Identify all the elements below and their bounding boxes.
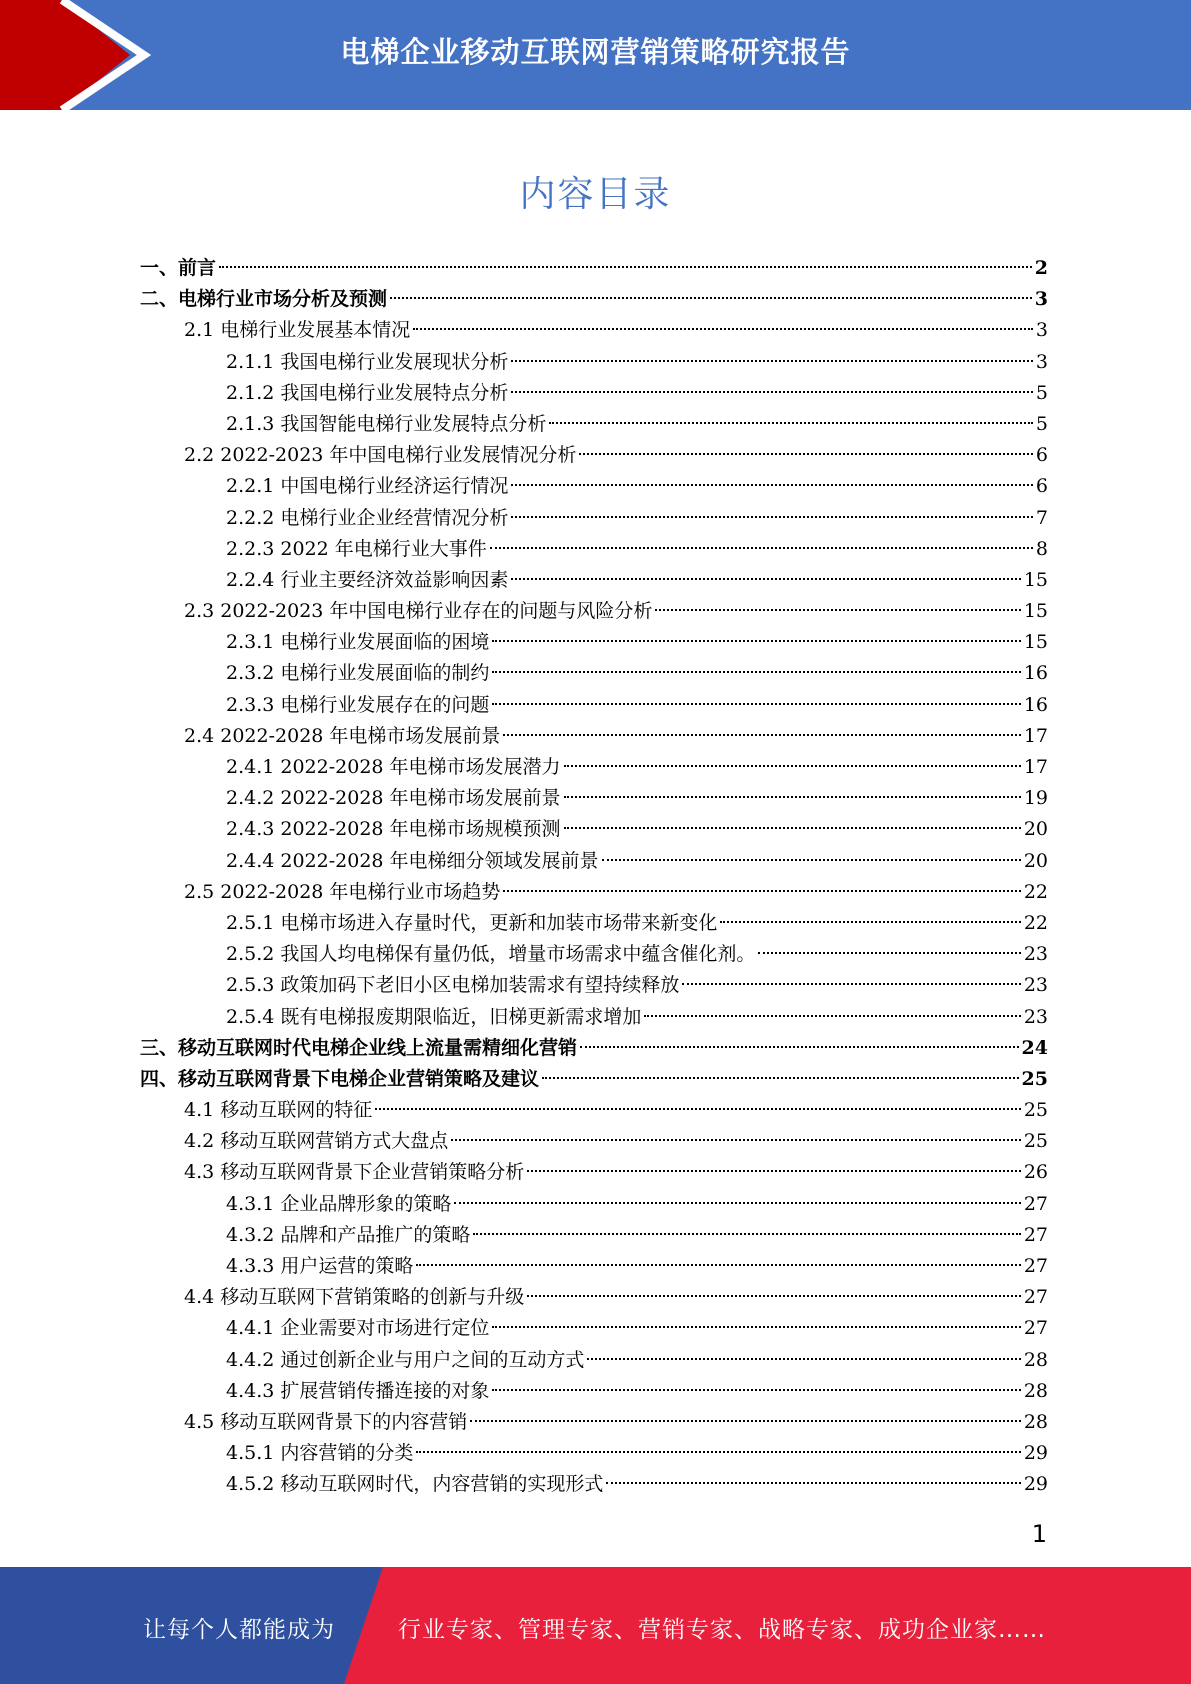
toc-entry[interactable] [0, 503, 1191, 534]
toc-dot-leader [454, 1202, 1020, 1204]
toc-dot-leader [564, 765, 1021, 767]
toc-entry-page: 24 [1021, 1036, 1048, 1059]
toc-entry-page: 29 [1023, 1473, 1048, 1496]
toc-entry-page: 27 [1023, 1255, 1048, 1277]
toc-dot-leader [492, 1326, 1020, 1328]
toc-dot-leader [527, 1170, 1021, 1172]
table-of-contents [0, 253, 1191, 1501]
toc-entry[interactable] [0, 939, 1191, 970]
toc-entry-label: 2.3.2 电梯行业发展面临的制约 [226, 662, 490, 685]
toc-entry-label: 2.5.1 电梯市场进入存量时代，更新和加装市场带来新变化 [226, 911, 718, 934]
toc-entry-page: 3 [1034, 288, 1048, 311]
toc-dot-leader [390, 297, 1032, 299]
toc-entry[interactable] [0, 1189, 1191, 1220]
toc-entry-page: 22 [1023, 911, 1048, 934]
toc-dot-leader [580, 1046, 1019, 1048]
footer-slogan-right: 行业专家、管理专家、营销专家、战略专家、成功企业家…… [398, 1617, 1046, 1643]
toc-dot-leader [492, 671, 1020, 673]
toc-dot-leader [416, 1451, 1020, 1453]
toc-entry[interactable] [0, 1064, 1191, 1095]
toc-entry-label: 4.1 移动互联网的特征 [184, 1099, 373, 1122]
toc-entry[interactable] [0, 846, 1191, 877]
toc-entry[interactable] [0, 534, 1191, 565]
toc-entry[interactable] [0, 908, 1191, 939]
toc-entry-label: 2.5.2 我国人均电梯保有量仍低，增量市场需求中蕴含催化剂。 [226, 943, 756, 966]
toc-entry-label: 三、移动互联网时代电梯企业线上流量需精细化营销 [140, 1036, 578, 1059]
toc-dot-leader [375, 1108, 1021, 1110]
toc-entry-page: 27 [1023, 1192, 1048, 1215]
toc-entry[interactable] [0, 877, 1191, 908]
toc-dot-leader [511, 578, 1020, 580]
toc-entry-page: 2 [1034, 257, 1048, 279]
toc-entry-page: 25 [1023, 1130, 1048, 1153]
toc-entry-page: 28 [1023, 1410, 1048, 1433]
toc-entry[interactable] [0, 284, 1191, 315]
toc-entry[interactable] [0, 596, 1191, 627]
toc-entry-page: 27 [1023, 1317, 1048, 1340]
toc-entry-page: 15 [1023, 568, 1048, 591]
toc-entry-label: 2.4.1 2022-2028 年电梯市场发展潜力 [226, 756, 561, 778]
toc-entry-label: 2.4.3 2022-2028 年电梯市场规模预测 [226, 818, 561, 841]
footer-slogan-left: 让每个人都能成为 [143, 1617, 335, 1643]
toc-dot-leader [511, 484, 1033, 486]
toc-entry-page: 25 [1023, 1099, 1048, 1122]
toc-dot-leader [511, 516, 1033, 518]
toc-dot-leader [511, 391, 1033, 393]
toc-entry-label: 2.2.2 电梯行业企业经营情况分析 [226, 506, 509, 529]
toc-entry-page: 5 [1035, 412, 1048, 435]
toc-dot-leader [758, 952, 1020, 954]
toc-entry[interactable] [0, 690, 1191, 721]
header-banner [0, 0, 1191, 110]
toc-entry-label: 2.2.3 2022 年电梯行业大事件 [226, 537, 487, 560]
toc-entry-page: 6 [1035, 475, 1048, 498]
toc-heading: 内容目录 [519, 174, 672, 215]
toc-entry-page: 25 [1021, 1067, 1048, 1090]
toc-entry-label: 2.1.3 我国智能电梯行业发展特点分析 [226, 412, 547, 435]
toc-entry[interactable] [0, 658, 1191, 689]
toc-entry-page: 22 [1023, 880, 1048, 903]
toc-dot-leader [549, 422, 1033, 424]
toc-entry-label: 2.1 电梯行业发展基本情况 [184, 319, 411, 342]
toc-entry-page: 3 [1035, 319, 1048, 342]
toc-entry-label: 4.3.3 用户运营的策略 [226, 1255, 414, 1277]
toc-dot-leader [416, 1264, 1020, 1266]
toc-dot-leader [492, 703, 1020, 705]
toc-entry[interactable] [0, 1376, 1191, 1407]
toc-dot-leader [579, 453, 1032, 455]
toc-dot-leader [587, 1358, 1020, 1360]
toc-entry-page: 19 [1023, 787, 1048, 810]
toc-entry-label: 2.4 2022-2028 年电梯市场发展前景 [184, 724, 501, 747]
toc-entry[interactable] [0, 1251, 1191, 1282]
toc-entry[interactable] [0, 1002, 1191, 1033]
toc-entry-page: 27 [1023, 1223, 1048, 1246]
toc-entry-page: 20 [1023, 849, 1048, 872]
toc-entry-label: 2.2.1 中国电梯行业经济运行情况 [226, 475, 509, 498]
toc-entry-page: 23 [1023, 974, 1048, 997]
toc-entry-page: 20 [1023, 818, 1048, 841]
toc-entry-label: 4.5.2 移动互联网时代，内容营销的实现形式 [226, 1473, 604, 1496]
toc-dot-leader [720, 921, 1020, 923]
toc-entry-page: 28 [1023, 1379, 1048, 1402]
toc-entry-page: 23 [1023, 1005, 1048, 1028]
toc-entry-label: 4.4 移动互联网下营销策略的创新与升级 [184, 1286, 525, 1309]
toc-entry-label: 4.4.2 通过创新企业与用户之间的互动方式 [226, 1348, 585, 1371]
toc-entry-label: 2.5 2022-2028 年电梯行业市场趋势 [184, 880, 501, 903]
toc-dot-leader [492, 640, 1020, 642]
toc-dot-leader [542, 1077, 1019, 1079]
toc-entry-page: 16 [1023, 693, 1048, 716]
toc-dot-leader [451, 1139, 1021, 1141]
toc-entry[interactable] [0, 721, 1191, 752]
toc-entry-page: 8 [1035, 537, 1048, 560]
toc-dot-leader [606, 1482, 1020, 1484]
toc-entry-label: 4.5.1 内容营销的分类 [226, 1442, 414, 1465]
toc-entry[interactable] [0, 783, 1191, 814]
toc-entry[interactable] [0, 471, 1191, 502]
toc-entry-label: 4.5 移动互联网背景下的内容营销 [184, 1410, 468, 1433]
toc-entry[interactable] [0, 1157, 1191, 1188]
toc-entry[interactable] [0, 1220, 1191, 1251]
toc-entry-label: 一、前言 [140, 257, 217, 279]
toc-entry-page: 6 [1035, 444, 1048, 467]
toc-entry-label: 2.2.4 行业主要经济效益影响因素 [226, 568, 509, 591]
toc-entry[interactable] [0, 1282, 1191, 1313]
toc-dot-leader [473, 1233, 1020, 1235]
toc-entry-label: 2.5.3 政策加码下老旧小区电梯加装需求有望持续释放 [226, 974, 680, 997]
toc-entry-label: 2.1.1 我国电梯行业发展现状分析 [226, 350, 509, 373]
toc-entry-label: 四、移动互联网背景下电梯企业营销策略及建议 [140, 1067, 540, 1090]
page-number: 1 [1031, 1520, 1047, 1548]
toc-entry[interactable] [0, 970, 1191, 1001]
toc-entry[interactable] [0, 627, 1191, 658]
toc-entry[interactable] [0, 1469, 1191, 1500]
toc-entry-label: 二、电梯行业市场分析及预测 [140, 288, 388, 311]
toc-entry[interactable] [0, 1126, 1191, 1157]
toc-dot-leader [602, 859, 1021, 861]
toc-dot-leader [503, 890, 1020, 892]
toc-entry-label: 2.3.1 电梯行业发展面临的困境 [226, 631, 490, 654]
toc-entry-label: 4.4.1 企业需要对市场进行定位 [226, 1317, 490, 1340]
toc-entry-label: 4.3 移动互联网背景下企业营销策略分析 [184, 1161, 525, 1184]
toc-entry[interactable] [0, 814, 1191, 845]
toc-entry[interactable] [0, 565, 1191, 596]
toc-entry[interactable] [0, 1033, 1191, 1064]
toc-entry-label: 4.3.2 品牌和产品推广的策略 [226, 1223, 471, 1246]
toc-entry-page: 23 [1023, 943, 1048, 966]
toc-entry-page: 26 [1023, 1161, 1048, 1184]
toc-entry-page: 7 [1035, 506, 1048, 529]
toc-entry-label: 2.3 2022-2023 年中国电梯行业存在的问题与风险分析 [184, 600, 653, 623]
toc-entry-page: 27 [1023, 1286, 1048, 1309]
toc-dot-leader [219, 266, 1032, 268]
toc-dot-leader [492, 1389, 1020, 1391]
toc-dot-leader [470, 1420, 1021, 1422]
toc-entry-label: 2.5.4 既有电梯报废期限临近，旧梯更新需求增加 [226, 1005, 642, 1028]
toc-dot-leader [655, 609, 1020, 611]
toc-dot-leader [503, 734, 1020, 736]
toc-entry-page: 17 [1023, 724, 1048, 747]
toc-entry-page: 5 [1035, 381, 1048, 404]
toc-dot-leader [644, 1015, 1020, 1017]
toc-entry[interactable] [0, 253, 1191, 284]
toc-dot-leader [413, 328, 1033, 330]
toc-entry[interactable] [0, 1095, 1191, 1126]
toc-entry-page: 29 [1023, 1442, 1048, 1465]
toc-entry[interactable] [0, 347, 1191, 378]
toc-entry-label: 2.4.4 2022-2028 年电梯细分领域发展前景 [226, 849, 599, 872]
toc-entry-label: 2.3.3 电梯行业发展存在的问题 [226, 693, 490, 716]
toc-entry[interactable] [0, 315, 1191, 346]
toc-entry-page: 16 [1023, 662, 1048, 685]
toc-entry[interactable] [0, 752, 1191, 783]
toc-entry-page: 15 [1023, 631, 1048, 654]
toc-entry-page: 15 [1023, 600, 1048, 623]
footer-banner [0, 1567, 1191, 1684]
toc-dot-leader [564, 827, 1021, 829]
toc-entry[interactable] [0, 1313, 1191, 1344]
toc-entry-label: 4.3.1 企业品牌形象的策略 [226, 1192, 452, 1215]
toc-entry-page: 3 [1035, 350, 1048, 373]
toc-dot-leader [682, 983, 1020, 985]
toc-entry[interactable] [0, 1438, 1191, 1469]
toc-entry-page: 17 [1023, 756, 1048, 778]
toc-entry[interactable] [0, 1407, 1191, 1438]
toc-entry[interactable] [0, 1345, 1191, 1376]
toc-entry-label: 2.4.2 2022-2028 年电梯市场发展前景 [226, 787, 561, 810]
toc-entry-page: 28 [1023, 1348, 1048, 1371]
toc-entry[interactable] [0, 440, 1191, 471]
toc-entry-label: 4.4.3 扩展营销传播连接的对象 [226, 1379, 490, 1402]
toc-entry[interactable] [0, 378, 1191, 409]
toc-entry-label: 2.1.2 我国电梯行业发展特点分析 [226, 381, 509, 404]
report-title: 电梯企业移动互联网营销策略研究报告 [340, 35, 851, 69]
toc-dot-leader [511, 360, 1033, 362]
toc-dot-leader [527, 1295, 1021, 1297]
toc-entry[interactable] [0, 409, 1191, 440]
toc-dot-leader [490, 547, 1033, 549]
toc-entry-label: 2.2 2022-2023 年中国电梯行业发展情况分析 [184, 444, 577, 467]
toc-entry-label: 4.2 移动互联网营销方式大盘点 [184, 1130, 449, 1153]
toc-dot-leader [564, 796, 1021, 798]
